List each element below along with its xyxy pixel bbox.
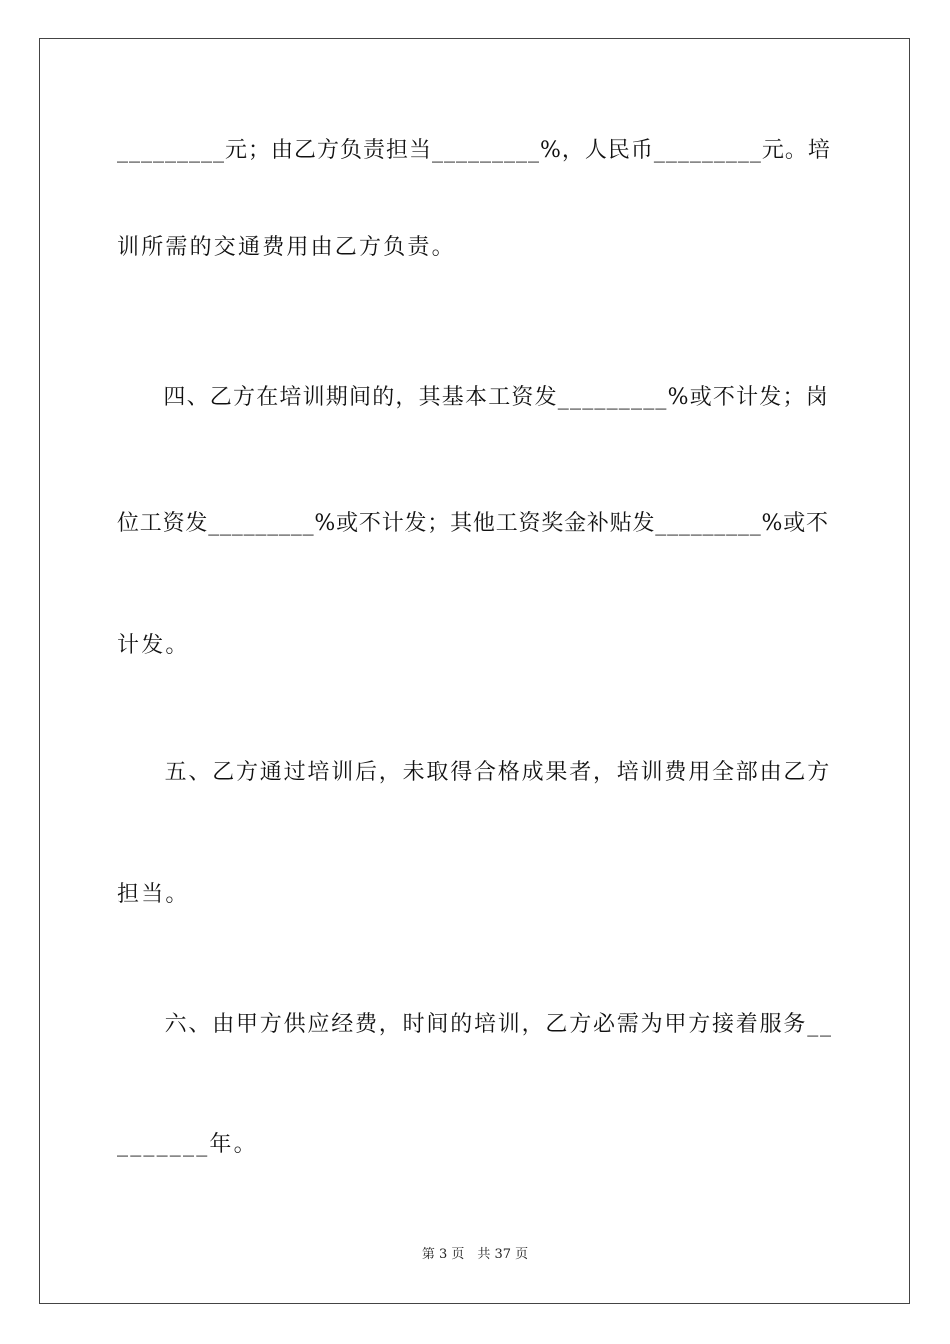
body-line-7: 担当。 bbox=[117, 882, 190, 907]
body-line-5: 计发。 bbox=[117, 633, 190, 658]
body-line-8: 六、由甲方供应经费，时间的培训，乙方必需为甲方接着服务__ bbox=[117, 1012, 833, 1037]
body-line-6: 五、乙方通过培训后，未取得合格成果者，培训费用全部由乙方 bbox=[117, 760, 832, 785]
page-number-footer bbox=[0, 1246, 950, 1264]
body-line-4: 位工资发_________%或不计发；其他工资奖金补贴发_________%或不 bbox=[117, 511, 829, 536]
body-line-3: 四、乙方在培训期间的，其基本工资发_________%或不计发；岗 bbox=[117, 385, 829, 410]
body-line-2: 训所需的交通费用由乙方负责。 bbox=[117, 235, 456, 260]
body-line-1: _________元；由乙方负责担当_________%，人民币_________元。培 bbox=[117, 138, 831, 163]
page-number-label: 第 3 页 共 37 页 bbox=[421, 1247, 529, 1262]
body-line-9: _______年。 bbox=[117, 1132, 258, 1157]
page-border bbox=[39, 38, 910, 1304]
